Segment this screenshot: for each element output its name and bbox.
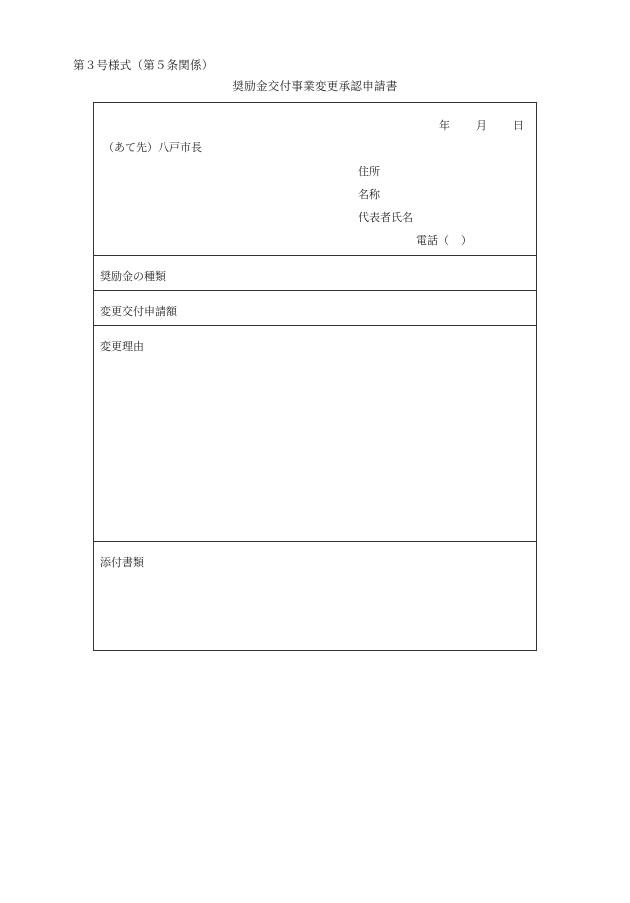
attachments-label: 添付書類 [100, 556, 144, 569]
reason-row [94, 325, 536, 542]
date-year-label: 年 [439, 119, 450, 132]
application-form-table [93, 102, 537, 651]
attachments-row [94, 541, 536, 651]
name-label: 名称 [358, 188, 380, 201]
address-label: 住所 [358, 165, 380, 178]
phone-label: 電話（ [416, 234, 449, 247]
phone-close-paren: ） [461, 234, 472, 247]
grant-type-row [94, 255, 536, 291]
grant-type-label: 奨励金の種類 [100, 270, 166, 283]
form-number: 第３号様式（第５条関係） [73, 58, 214, 72]
phone-row [416, 232, 472, 248]
amount-label: 変更交付申請額 [100, 305, 177, 318]
date-month-label: 月 [476, 119, 487, 132]
date-row [439, 117, 524, 133]
reason-label: 変更理由 [100, 340, 144, 353]
addressee: （あて先）八戸市長 [103, 141, 202, 154]
document-title: 奨励金交付事業変更承認申請書 [232, 79, 398, 93]
header-section [94, 103, 536, 255]
date-day-label: 日 [513, 119, 524, 132]
amount-row [94, 290, 536, 326]
representative-label: 代表者氏名 [358, 211, 413, 224]
